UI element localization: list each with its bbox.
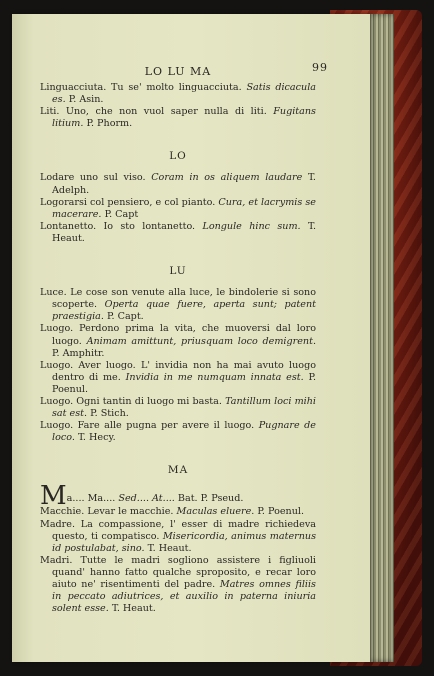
- entry-latin-text: Maculas eluere.: [176, 506, 255, 518]
- entry-reference: T. Heaut.: [52, 220, 317, 244]
- entry-latin-text: Pugnare de loco.: [52, 420, 316, 444]
- drop-cap: M: [40, 481, 67, 512]
- entry-latin-text: Fugitans litium.: [52, 106, 316, 130]
- dictionary-entry: [40, 519, 316, 555]
- entry-reference: T. Hecy.: [77, 432, 116, 444]
- dictionary-sections: [40, 82, 316, 615]
- section-heading: LO: [169, 150, 187, 163]
- dictionary-entry: [40, 221, 316, 245]
- entry-reference: P. Amphitr.: [52, 347, 105, 359]
- entry-reference: T. Adelph.: [52, 172, 316, 196]
- book-page: [12, 14, 370, 662]
- entry-latin-text: Satis dicacula es.: [52, 82, 316, 106]
- dictionary-entry: [40, 106, 316, 130]
- entry-italian-text: Liti. Uno, che non vuol saper nulla di liti.: [40, 106, 267, 118]
- entry-latin-text: Longule hinc sum.: [202, 220, 301, 232]
- entry-italian-text: Luce. Le cose son venute alla luce, le bindolerie si sono scoperte.: [40, 287, 316, 311]
- entry-italian-text: Lodare uno sul viso.: [40, 172, 146, 184]
- header-title: LO LU MA: [144, 65, 212, 78]
- entry-latin-text: Coram in os aliquem laudare: [151, 172, 303, 184]
- entry-italian-text: Madri. Tutte le madri sogliono assistere i figliuoli quand' hanno fatto qualche sproposito, e recar loro aiuto ne' risentimenti del padre.: [40, 554, 316, 590]
- entry-reference: P. Capt: [104, 208, 139, 220]
- dictionary-entry: [40, 396, 316, 420]
- entry-reference: P. Phorm.: [86, 118, 133, 130]
- page-number: 99: [312, 61, 328, 74]
- dictionary-entry: [40, 360, 316, 396]
- entry-reference: P. Poenul.: [52, 371, 316, 395]
- section-heading: LU: [169, 265, 187, 278]
- dictionary-entry: [40, 323, 316, 359]
- entry-reference: P. Asin.: [68, 94, 104, 106]
- dictionary-entry: [40, 197, 316, 221]
- entry-reference: T. Heaut.: [147, 542, 192, 554]
- entry-latin-text: Operta quae fuere, aperta sunt; patent praestigia.: [52, 299, 316, 323]
- entry-reference: P. Stich.: [90, 408, 129, 420]
- entry-italian-text: Madre. La compassione, l' esser di madre richiedeva questo, ti compatisco.: [40, 518, 316, 542]
- entry-italian-text: Lontanetto. Io sto lontanetto.: [40, 220, 196, 232]
- entry-reference: P. Poenul.: [257, 506, 304, 518]
- entry-italian-text: Luogo. Perdono prima la vita, che muoversi dal loro luogo.: [40, 323, 316, 347]
- entry-latin-text: Matres omnes filiis in peccato adiutrices, et auxilio in paterna iniuria solent esse.: [52, 579, 316, 615]
- entry-italian-text: Luogo. Fare alle pugna per avere il luogo.: [40, 420, 255, 432]
- dictionary-entry: [40, 555, 316, 615]
- entry-italian-text: Linguacciuta. Tu se' molto linguacciuta.: [40, 82, 242, 93]
- dictionary-entry: [40, 82, 316, 106]
- entry-italian-text: Luogo. Aver luogo. L' invidia non ha mai avuto luogo dentro di me.: [40, 359, 316, 383]
- entry-italian-text: a.... Ma....: [66, 493, 116, 505]
- dictionary-entry: [40, 506, 316, 518]
- dictionary-entry: [40, 287, 316, 323]
- entry-latin-text: Misericordia, animus maternus id postulabat, sino.: [52, 530, 316, 554]
- dictionary-entry: [40, 172, 316, 196]
- entry-reference: P. Capt.: [107, 311, 144, 323]
- entry-latin-text: Cura, et lacrymis se macerare.: [52, 196, 316, 220]
- section-heading: MA: [167, 464, 189, 477]
- entry-italian-text: Luogo. Ogni tantin di luogo mi basta.: [40, 395, 222, 407]
- entry-reference: T. Heaut.: [111, 603, 156, 615]
- entry-latin-text: Tantillum loci mihi sat est.: [52, 395, 316, 420]
- entry-latin-text: Sed.... At....: [118, 493, 175, 505]
- entry-italian-text: Macchie. Levar le macchie.: [40, 506, 174, 518]
- entry-latin-text: Animam amittunt, priusquam loco demigrent.: [86, 335, 316, 347]
- entry-italian-text: Logorarsi col pensiero, e col pianto.: [40, 196, 216, 208]
- dictionary-entry: [40, 420, 316, 444]
- entry-reference: Bat. P. Pseud.: [177, 493, 244, 505]
- entry-latin-text: Invidia in me numquam innata est.: [125, 371, 304, 383]
- running-header: [40, 61, 328, 82]
- page-content: [40, 61, 328, 615]
